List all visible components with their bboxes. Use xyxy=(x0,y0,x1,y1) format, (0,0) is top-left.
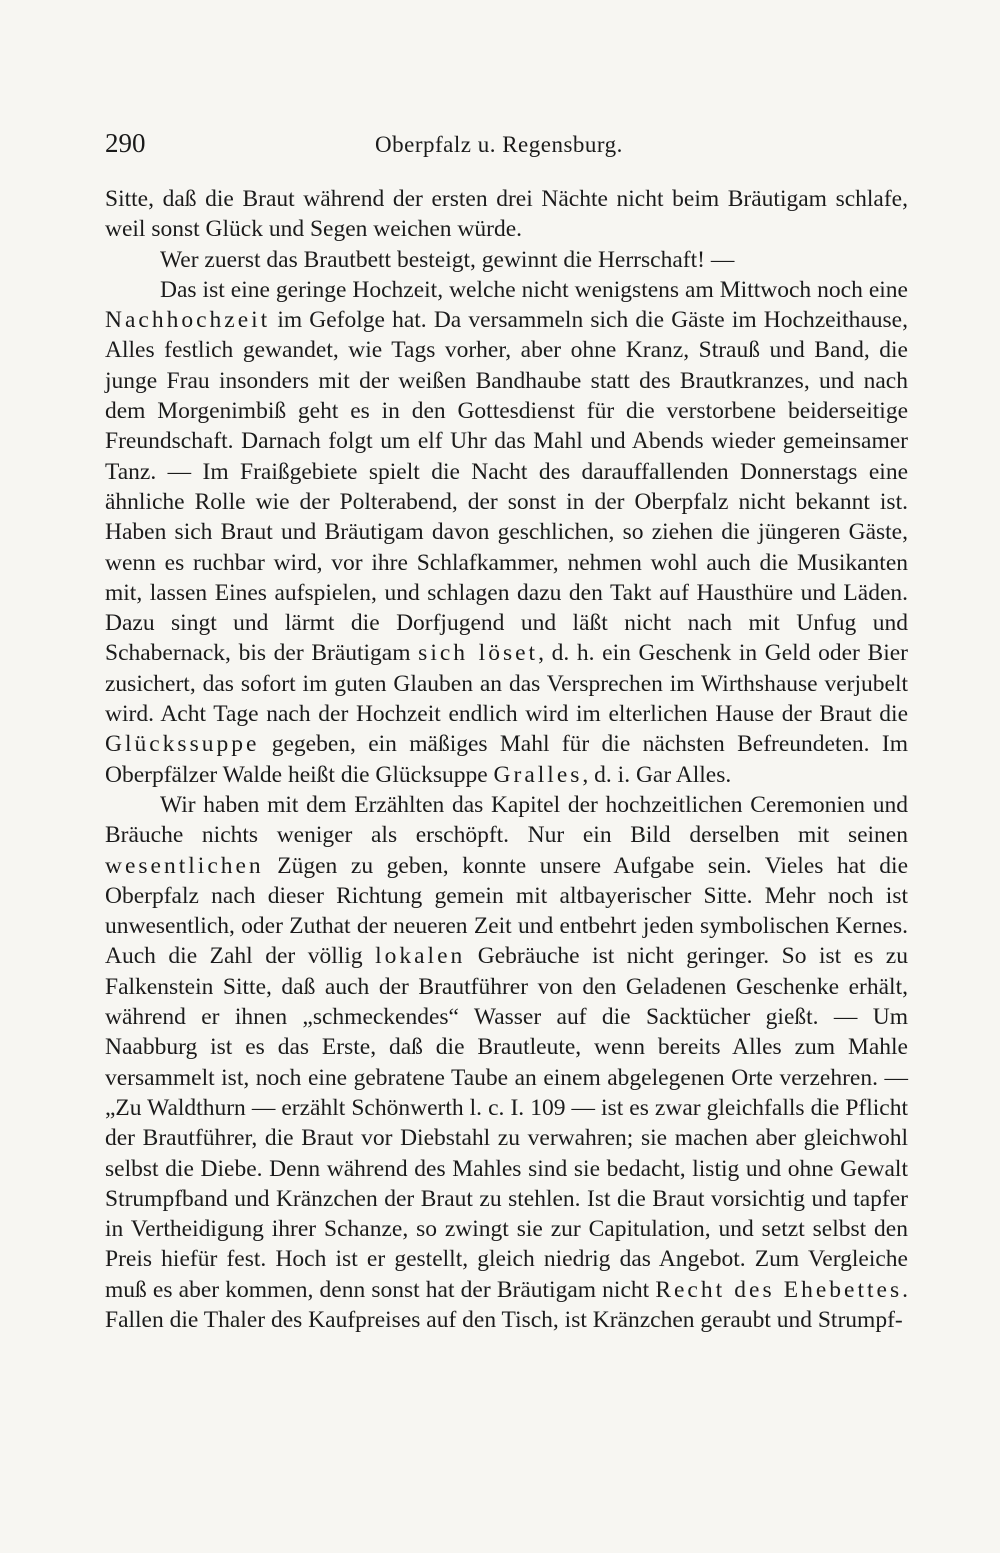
page-header xyxy=(105,128,908,168)
text-run: gegeben, ein mäßiges Mahl für die nächsten Befreundeten. Im Oberpfälzer Walde heißt die Glücksuppe xyxy=(105,731,908,788)
spaced-emphasis: Nachhochzeit xyxy=(105,307,271,334)
text-run: Gebräuche ist nicht geringer. So ist es zu Falkenstein Sitte, daß auch der Brautführer von den Geladenen Geschenke erhält, während er ihnen „schmeckendes“ Wasser auf die Sacktücher gießt. — Um Naabburg ist es das Erste, daß die Brautleute, wenn bereits Alles zum Mahle versammelt ist, noch eine gebratene Taube an einem abgelegenen Orte verzehren. — „Zu Waldthurn — erzählt Schönwerth l. c. I. 109 — ist es zwar gleichfalls die Pflicht der Brautführer, die Braut vor Diebstahl zu verwahren; sie machen aber gleichwohl selbst die Diebe. Denn während des Mahles sind sie bedacht, listig und ohne Gewalt Strumpfband und Kränzchen der Braut zu stehlen. Ist die Braut vorsichtig und tapfer in Vertheidigung ihrer Schanze, so zwingt sie zur Capitulation, und setzt selbst den Preis hiefür fest. Hoch ist er gestellt, gleich niedrig das Angebot. Zum Vergleiche muß es aber kommen, denn sonst hat der Bräutigam nicht xyxy=(105,943,908,1303)
paragraph xyxy=(105,790,908,1335)
spaced-emphasis: lokalen xyxy=(375,943,466,970)
text-run: Sitte, daß die Braut während der ersten drei Nächte nicht beim Bräutigam schlafe, weil sonst Glück und Segen weichen würde. xyxy=(105,186,908,243)
page-number: 290 xyxy=(105,128,146,158)
spaced-emphasis: wesentlichen xyxy=(105,852,264,879)
text-run: Das ist eine geringe Hochzeit, welche nicht wenigstens am Mittwoch noch eine xyxy=(160,276,908,303)
text-run: . Fallen die Thaler des Kaufpreises auf den Tisch, ist Kränzchen geraubt und Strumpf- xyxy=(105,1276,908,1333)
text-run: , d. i. Gar Alles. xyxy=(582,761,732,788)
paragraph xyxy=(105,184,908,245)
text-run: im Gefolge hat. Da versammeln sich die Gäste im Hochzeithause, Alles festlich gewandet, wie Tags vorher, aber ohne Kranz, Strauß und Band, die junge Frau insonders mit der weißen Bandhaube statt des Brautkranzes, und nach dem Morgenimbiß geht es in den Gottesdienst für die verstorbene beiderseitige Freundschaft. Darnach folgt um elf Uhr das Mahl und Abends wieder gemeinsamer Tanz. — Im Fraißgebiete spielt die Nacht des darauffallenden Donnerstags eine ähnliche Rolle wie der Polterabend, der sonst in der Oberpfalz nicht bekannt ist. Haben sich Braut und Bräutigam davon geschlichen, so ziehen die jüngeren Gäste, wenn es ruchbar wird, vor ihre Schlafkammer, nehmen wohl auch die Musikanten mit, lassen Eines aufspielen, und schlagen dazu den Takt auf Hausthüre und Läden. Dazu singt und lärmt die Dorfjugend und läßt nicht nach mit Unfug und Schabernack, bis der Bräutigam xyxy=(105,307,908,667)
paragraph xyxy=(105,275,908,790)
spaced-emphasis: Glückssuppe xyxy=(105,731,260,758)
paragraph xyxy=(105,245,908,275)
text-run: , d. h. ein Geschenk in Geld oder Bier zusichert, das sofort im guten Glauben an das Versprechen im Wirthshause verjubelt wird. Acht Tage nach der Hochzeit endlich wird im elterlichen Hause der Braut die xyxy=(105,640,908,728)
text-run: Zügen zu geben, konnte unsere Aufgabe sein. Vieles hat die Oberpfalz nach dieser Richtung gemein mit altbayerischer Sitte. Mehr noch ist unwesentlich, oder Zuthat der neueren Zeit und entbehrt jeden symbolischen Kernes. Auch die Zahl der völlig xyxy=(105,852,908,970)
text-run: Wer zuerst das Brautbett besteigt, gewinnt die Herrschaft! — xyxy=(160,246,735,273)
spaced-emphasis: Recht des Ehebettes xyxy=(655,1276,903,1303)
text-run: Wir haben mit dem Erzählten das Kapitel der hochzeitlichen Ceremonien und Bräuche nichts weniger als erschöpft. Nur ein Bild derselben mit seinen xyxy=(105,791,908,849)
spaced-emphasis: sich löset xyxy=(418,640,539,667)
spaced-emphasis: Gralles xyxy=(493,761,583,788)
body-text xyxy=(105,184,908,1335)
running-title: Oberpfalz u. Regensburg. xyxy=(375,132,623,157)
